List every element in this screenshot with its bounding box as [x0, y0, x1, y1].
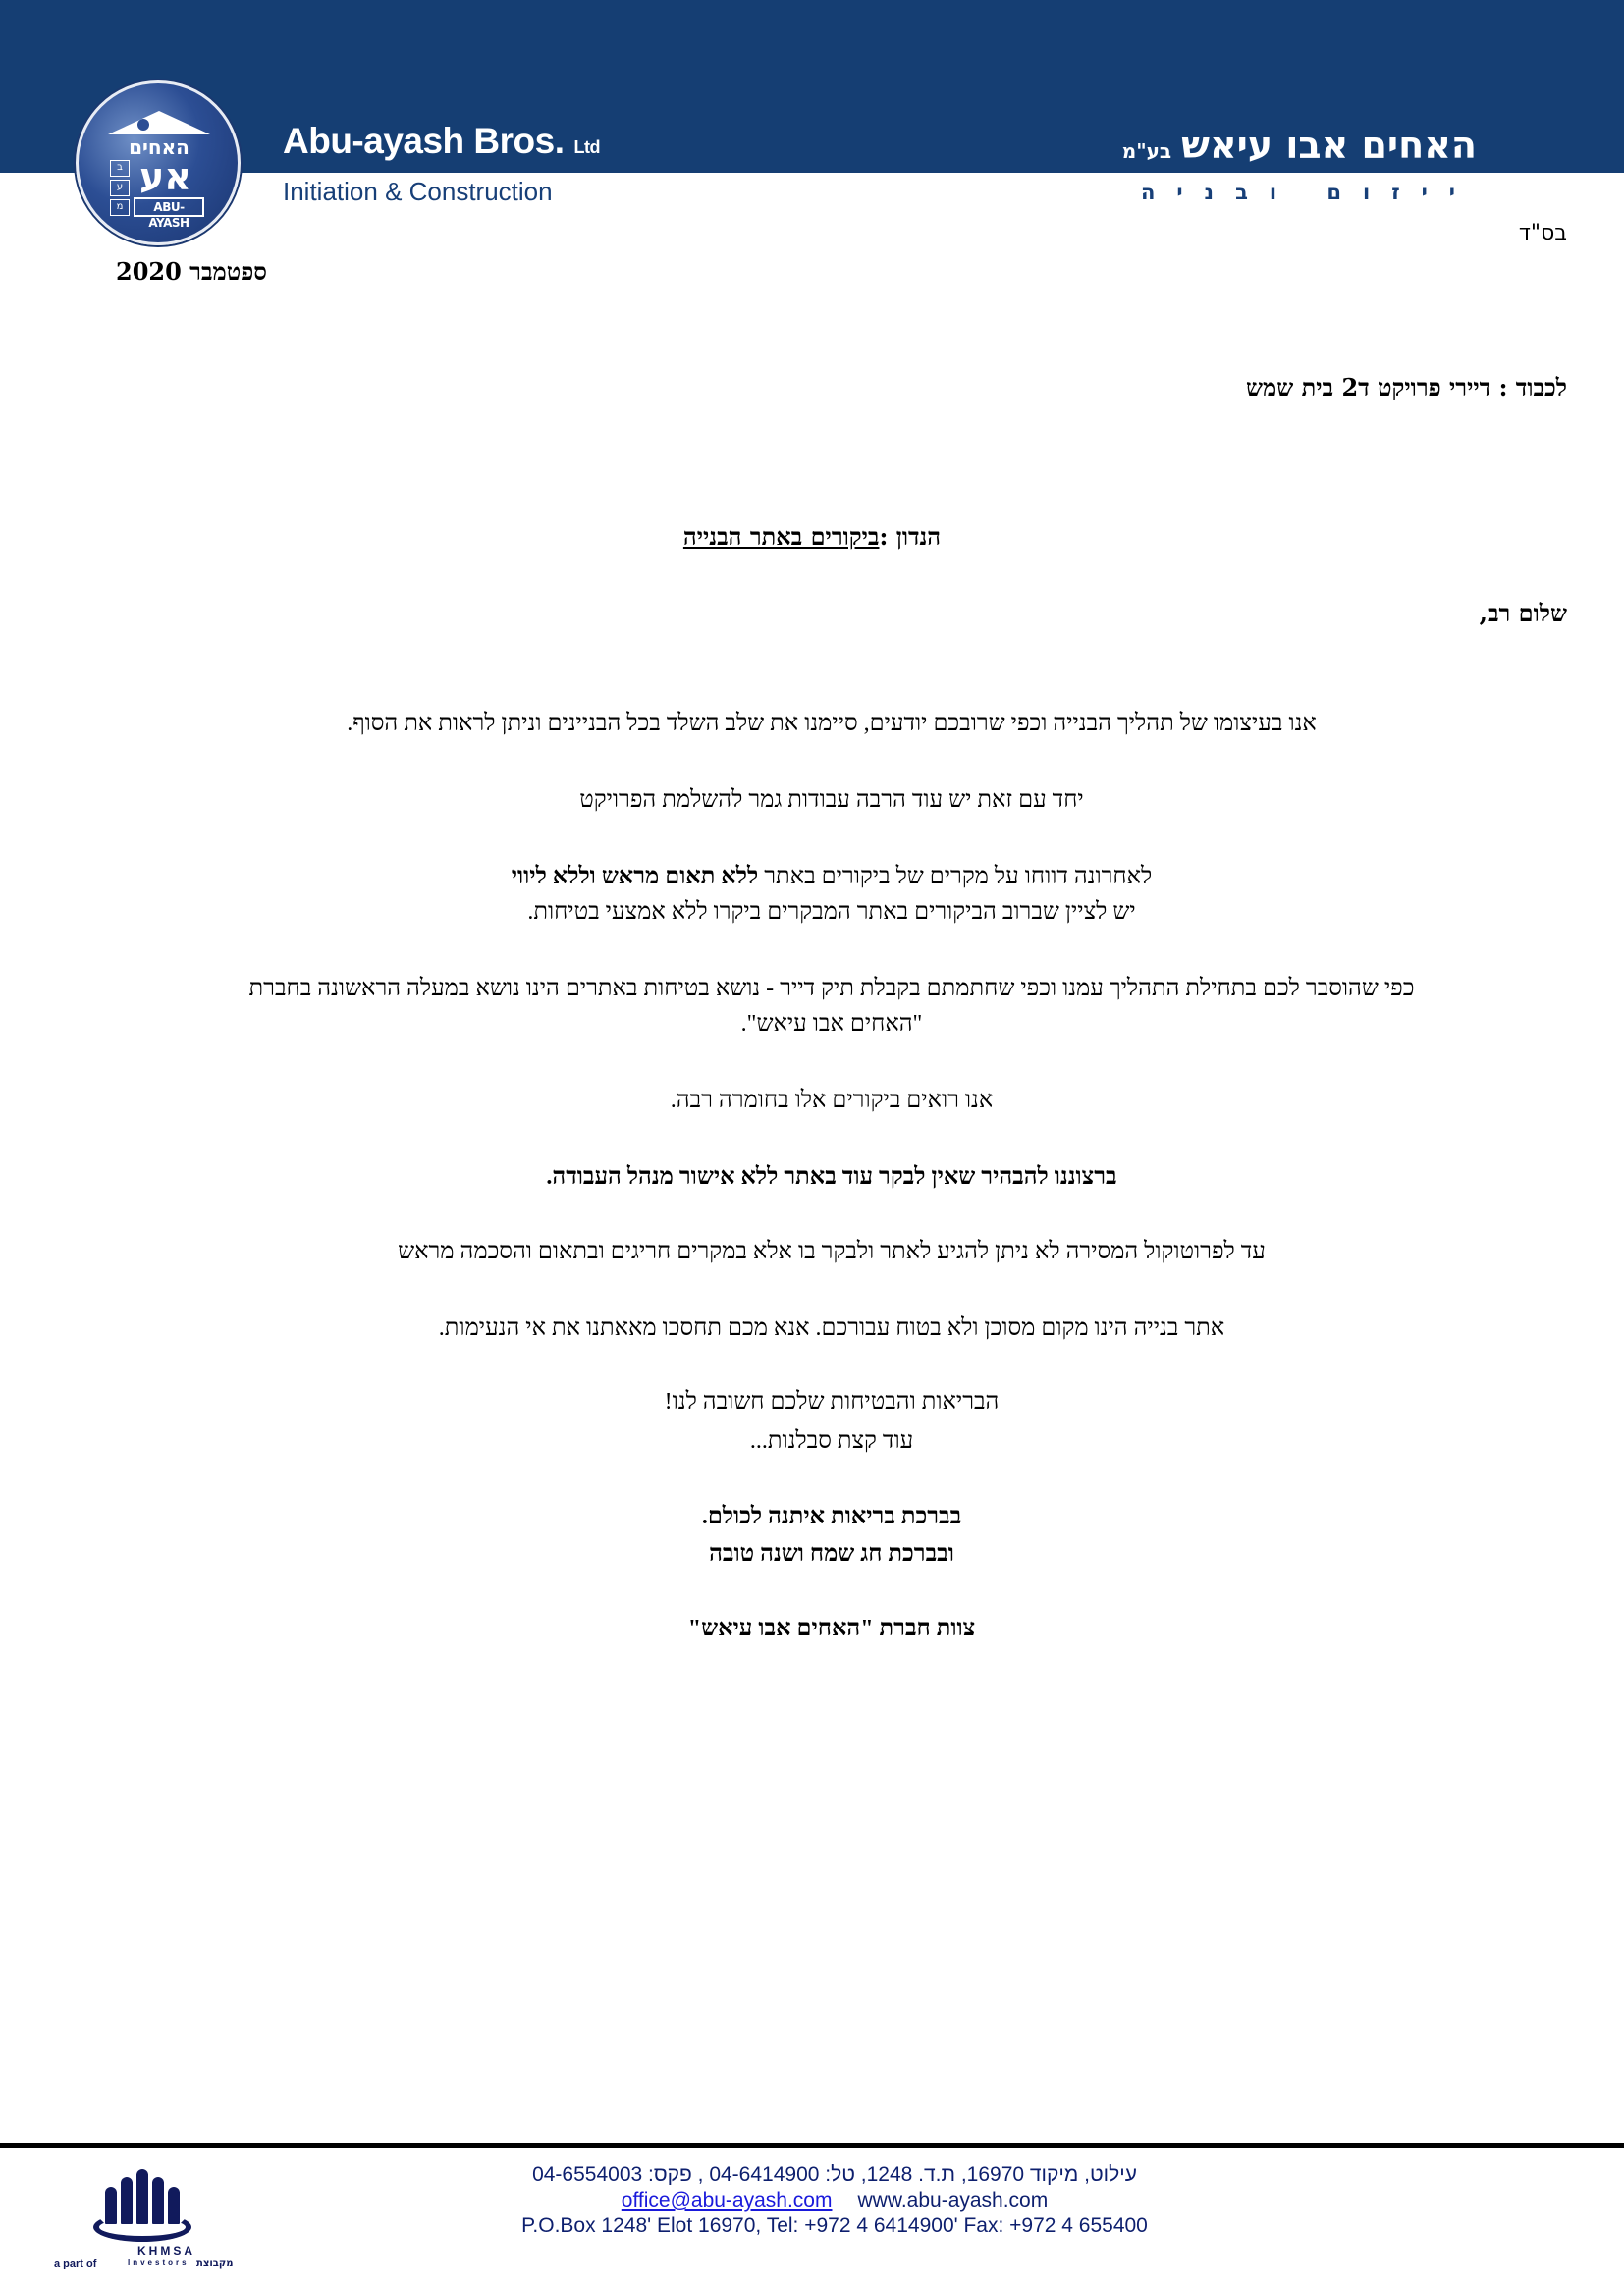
tagline-en: Initiation & Construction: [283, 177, 553, 206]
closing-line: בברכת בריאות איתנה לכולם.: [701, 1504, 962, 1529]
website-text: www.abu-ayash.com: [857, 2189, 1049, 2212]
logo-side-letter: מ: [110, 199, 130, 216]
footer-divider: [0, 2143, 1624, 2148]
paragraph: אנו בעיצומו של תהליך הבנייה וכפי שרובכם יודעים, סיימנו את שלב השלד בכל הבניינים וניתן לראות את הסוף.: [347, 711, 1317, 736]
partner-prefix: a part of: [54, 2258, 97, 2269]
brand-suffix-en: Ltd: [573, 137, 600, 157]
closing-line: ובברכת חג שמח ושנה טובה: [709, 1541, 954, 1567]
paragraph: עד לפרוטוקול המסירה לא ניתן להגיע לאתר ולבקר בו אלא במקרים חריגים ובתאום והסכמה מראש: [398, 1239, 1266, 1264]
footer-address-en: P.O.Box 1248' Elot 16970, Tel: +972 4 6414900' Fax: +972 4 655400: [521, 2215, 1148, 2237]
partner-he: מקבוצת: [196, 2258, 234, 2269]
recipient-line: לכבוד : דיירי פרויקט ד2 בית שמש: [1246, 373, 1567, 401]
company-logo: [76, 80, 241, 245]
footer-links: [432, 2188, 1237, 2214]
paragraph: אתר בנייה הינו מקום מסוכן ולא בטוח עבורכם. אנא מכם תחסכו מאאתנו את אי הנעימות.: [438, 1315, 1225, 1341]
partner-name: KHMSA: [137, 2244, 195, 2258]
logo-house-icon: [108, 111, 210, 230]
ring-icon: [93, 2213, 191, 2242]
logo-side-letter: ע: [110, 180, 130, 196]
paragraph: [98, 860, 1565, 893]
paragraph: יחד עם זאת יש עוד הרבה עבודות גמר להשלמת הפרויקט: [579, 787, 1084, 813]
partner-sub: Investors: [128, 2258, 189, 2267]
brand-name-en-text: Abu-ayash Bros.: [283, 121, 565, 161]
logo-hebrew-top: האחים: [129, 135, 189, 159]
partner-logo: [54, 2160, 234, 2277]
paragraph: עוד קצת סבלנות...: [749, 1428, 914, 1454]
paragraph-bold: ברצוננו להבהיר שאין לבקר עוד באתר ללא אישור מנהל העבודה.: [546, 1164, 1117, 1190]
footer-address-he: עילוט, מיקוד 16970, ת.ד. 1248, טל: 04-6414900 , פקס: 04-6554003: [532, 2163, 1137, 2186]
brand-name-he: [1122, 126, 1477, 171]
bsd-mark: בס"ד: [1518, 221, 1567, 245]
greeting: שלום רב,: [1479, 599, 1567, 627]
subject-text: ביקורים באתר הבנייה: [682, 522, 880, 551]
tagline-he: ייזום ובניה: [1140, 181, 1477, 204]
logo-roof-icon: [108, 111, 210, 134]
paragraph: "האחים אבו עיאש".: [740, 1011, 923, 1037]
paragraph: הבריאות והבטיחות שלכם חשובה לנו!: [664, 1389, 1000, 1415]
brand-name-en: [283, 122, 600, 167]
logo-side-letters: [110, 160, 130, 216]
email-link[interactable]: office@abu-ayash.com: [621, 2189, 833, 2212]
paragraph: אנו רואים ביקורים אלו בחומרה רבה.: [670, 1088, 994, 1113]
paragraph-emphasis: ללא תאום מראש וללא ליווי: [511, 864, 759, 889]
letter-date: ספטמבר 2020: [116, 257, 267, 286]
brand-name-he-text: האחים אבו עיאש: [1181, 124, 1477, 167]
subject-line: [0, 522, 1624, 552]
brand-suffix-he: בע"מ: [1121, 139, 1172, 163]
logo-side-letter: ב: [110, 160, 130, 177]
signature: צוות חברת "האחים אבו עיאש": [687, 1616, 976, 1641]
paragraph: יש לציין שברוב הביקורים באתר המבקרים ביקרו ללא אמצעי בטיחות.: [527, 899, 1136, 925]
subject-label: הנדון :: [879, 522, 942, 551]
paragraph-text: לאחרונה דווחו על מקרים של ביקורים באתר: [764, 864, 1153, 889]
logo-monogram: אע: [139, 155, 191, 198]
logo-name: ABU-AYASH: [134, 197, 204, 217]
footer-contact: [432, 2163, 1237, 2239]
paragraph: כפי שהוסבר לכם בתחילת התהליך עמנו וכפי שחתמתם בקבלת תיק דייר - נושא בטיחות באתרים הינו נושא במעלה הראשונה בחברת: [248, 976, 1415, 1001]
